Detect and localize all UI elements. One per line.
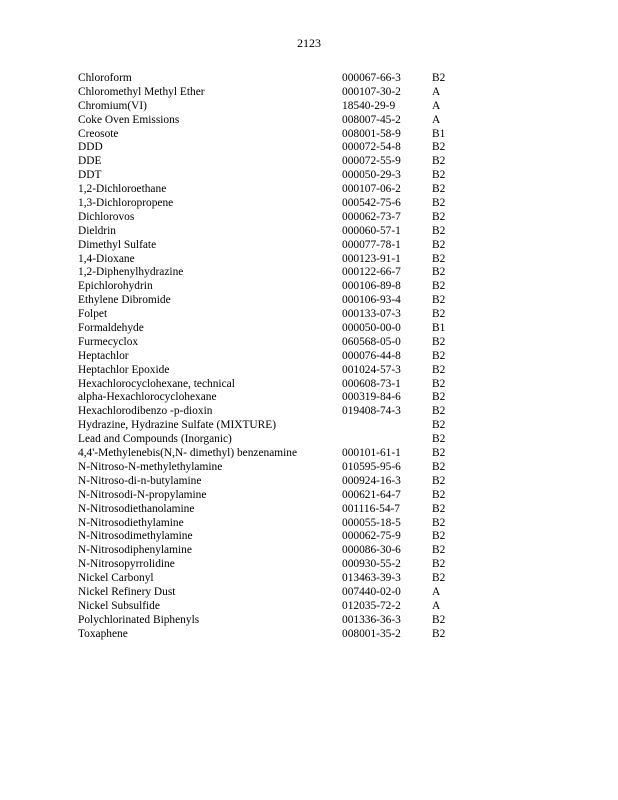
cas-number: 18540-29-9 [342,99,396,112]
cas-number: 000107-30-2 [342,85,401,98]
carcinogen-class: B2 [432,238,446,251]
carcinogen-class: B2 [432,516,446,529]
cas-number: 000930-55-2 [342,558,401,571]
chemical-name: Nickel Subsulfide [78,599,160,612]
carcinogen-class: B2 [432,405,446,418]
chemical-name: Coke Oven Emissions [78,113,180,126]
carcinogen-class: B2 [432,488,446,501]
cas-number: 010595-95-6 [342,460,401,473]
cas-number: 000055-18-5 [342,516,401,529]
cas-number: 000924-16-3 [342,474,401,487]
chemical-name: 1,2-Dichloroethane [78,183,167,196]
table-row [78,489,478,503]
chemical-name: Nickel Refinery Dust [78,585,176,598]
table-row [78,364,478,378]
table-row [78,322,478,336]
chemical-name: N-Nitrosodimethylamine [78,530,193,543]
chemical-name: Chromium(VI) [78,99,147,112]
carcinogen-class: B2 [432,544,446,557]
carcinogen-class: B2 [432,280,446,293]
table-row [78,433,478,447]
chemical-name: N-Nitrosodi-N-propylamine [78,488,207,501]
cas-number: 000076-44-8 [342,349,401,362]
chemical-table [78,72,478,642]
table-row [78,461,478,475]
cas-number: 000067-66-3 [342,72,401,84]
table-row [78,308,478,322]
carcinogen-class: B2 [432,349,446,362]
chemical-name: N-Nitrosodiethanolamine [78,502,195,515]
carcinogen-class: B2 [432,224,446,237]
carcinogen-class: B2 [432,572,446,585]
chemical-name: Polychlorinated Biphenyls [78,613,200,626]
chemical-name: N-Nitrosodiphenylamine [78,544,192,557]
carcinogen-class: B2 [432,613,446,626]
chemical-name: Chloroform [78,72,132,84]
carcinogen-class: B2 [432,197,446,210]
carcinogen-class: B2 [432,210,446,223]
chemical-name: N-Nitrosopyrrolidine [78,558,175,571]
cas-number: 000101-61-1 [342,447,401,460]
page-number: 2123 [297,36,321,50]
chemical-name: 1,3-Dichloropropene [78,197,174,210]
chemical-name: Toxaphene [78,627,128,640]
cas-number: 019408-74-3 [342,405,401,418]
carcinogen-class: B2 [432,155,446,168]
cas-number: 012035-72-2 [342,599,401,612]
table-row [78,169,478,183]
table-row [78,225,478,239]
cas-number: 000086-30-6 [342,544,401,557]
table-row [78,544,478,558]
table-row [78,405,478,419]
carcinogen-class: B2 [432,377,446,390]
table-row [78,614,478,628]
carcinogen-class: B2 [432,460,446,473]
table-row [78,211,478,225]
cas-number: 001336-36-3 [342,613,401,626]
cas-number: 008001-35-2 [342,627,401,640]
cas-number: 000133-07-3 [342,308,401,321]
chemical-name: Heptachlor [78,349,129,362]
carcinogen-class: B2 [432,252,446,265]
carcinogen-class: B2 [432,474,446,487]
cas-number: 000062-73-7 [342,210,401,223]
cas-number: 000106-93-4 [342,294,401,307]
chemical-name: Folpet [78,308,108,321]
table-row [78,86,478,100]
chemical-name: Heptachlor Epoxide [78,363,170,376]
cas-number: 007440-02-0 [342,585,401,598]
carcinogen-class: A [432,113,441,126]
chemical-name: 4,4'-Methylenebis(N,N- dimethyl) benzenamine [78,447,298,460]
table-row [78,294,478,308]
carcinogen-class: A [432,99,441,112]
cas-number: 000062-75-9 [342,530,401,543]
carcinogen-class: B2 [432,558,446,571]
table-row [78,155,478,169]
table-row [78,419,478,433]
cas-number: 001116-54-7 [342,502,400,515]
carcinogen-class: B2 [432,308,446,321]
carcinogen-class: B2 [432,335,446,348]
table-row [78,558,478,572]
cas-number: 000060-57-1 [342,224,401,237]
chemical-name: N-Nitroso-di-n-butylamine [78,474,202,487]
chemical-name: DDD [78,141,103,154]
table-row [78,628,478,642]
chemical-name: Dimethyl Sulfate [78,238,157,251]
cas-number: 000077-78-1 [342,238,401,251]
chemical-name: DDT [78,169,102,182]
table-row [78,280,478,294]
chemical-name: Hydrazine, Hydrazine Sulfate (MIXTURE) [78,419,277,432]
table-row [78,100,478,114]
table-row [78,475,478,489]
table-row [78,378,478,392]
carcinogen-class: B2 [432,433,446,446]
cas-number: 000608-73-1 [342,377,401,390]
chemical-name: Hexachlorocyclohexane, technical [78,377,235,390]
table-row [78,600,478,614]
cas-number: 008001-58-9 [342,127,401,140]
carcinogen-class: B2 [432,391,446,404]
table-row [78,447,478,461]
cas-number: 000072-55-9 [342,155,401,168]
chemical-name: Ethylene Dibromide [78,294,171,307]
table-row [78,128,478,142]
chemical-name: Hexachlorodibenzo -p-dioxin [78,405,213,418]
chemical-name: Formaldehyde [78,322,144,335]
cas-number: 060568-05-0 [342,335,401,348]
chemical-name: Epichlorohydrin [78,280,153,293]
table-row [78,141,478,155]
carcinogen-class: B2 [432,530,446,543]
table-row [78,266,478,280]
carcinogen-class: B2 [432,266,446,279]
chemical-name: DDE [78,155,102,168]
carcinogen-class: B2 [432,72,446,84]
table-row [78,253,478,267]
table-row [78,336,478,350]
cas-number: 000050-00-0 [342,322,401,335]
chemical-name: Creosote [78,127,119,140]
table-row [78,350,478,364]
chemical-name: Dieldrin [78,224,116,237]
cas-number: 000123-91-1 [342,252,401,265]
table-row [78,503,478,517]
table-row [78,530,478,544]
carcinogen-class: A [432,585,441,598]
carcinogen-class: B2 [432,447,446,460]
carcinogen-class: B2 [432,183,446,196]
cas-number: 000122-66-7 [342,266,401,279]
cas-number: 000542-75-6 [342,197,401,210]
chemical-name: N-Nitrosodiethylamine [78,516,184,529]
table-row [78,183,478,197]
cas-number: 000050-29-3 [342,169,401,182]
cas-number: 001024-57-3 [342,363,401,376]
table-row [78,517,478,531]
table-row [78,72,478,86]
chemical-name: Dichlorovos [78,210,135,223]
carcinogen-class: B2 [432,419,446,432]
chemical-name: Lead and Compounds (Inorganic) [78,433,232,446]
chemical-name: 1,2-Diphenylhydrazine [78,266,184,279]
table-row [78,114,478,128]
table-row [78,586,478,600]
carcinogen-class: A [432,85,441,98]
carcinogen-class: B2 [432,141,446,154]
carcinogen-class: B2 [432,363,446,376]
cas-number: 000072-54-8 [342,141,401,154]
chemical-name: Chloromethyl Methyl Ether [78,85,205,98]
table-row [78,391,478,405]
carcinogen-class: B1 [432,322,446,335]
cas-number: 000621-64-7 [342,488,401,501]
carcinogen-class: B2 [432,294,446,307]
carcinogen-class: B2 [432,627,446,640]
chemical-name: alpha-Hexachlorocyclohexane [78,391,217,404]
table-row [78,572,478,586]
cas-number: 013463-39-3 [342,572,401,585]
table-row [78,197,478,211]
carcinogen-class: B2 [432,502,446,515]
carcinogen-class: B2 [432,169,446,182]
chemical-name: Furmecyclox [78,335,139,348]
cas-number: 000107-06-2 [342,183,401,196]
carcinogen-class: B1 [432,127,446,140]
chemical-name: 1,4-Dioxane [78,252,135,265]
carcinogen-class: A [432,599,441,612]
cas-number: 000106-89-8 [342,280,401,293]
cas-number: 008007-45-2 [342,113,401,126]
chemical-name: Nickel Carbonyl [78,572,154,585]
chemical-name: N-Nitroso-N-methylethylamine [78,460,223,473]
table-row [78,239,478,253]
cas-number: 000319-84-6 [342,391,401,404]
